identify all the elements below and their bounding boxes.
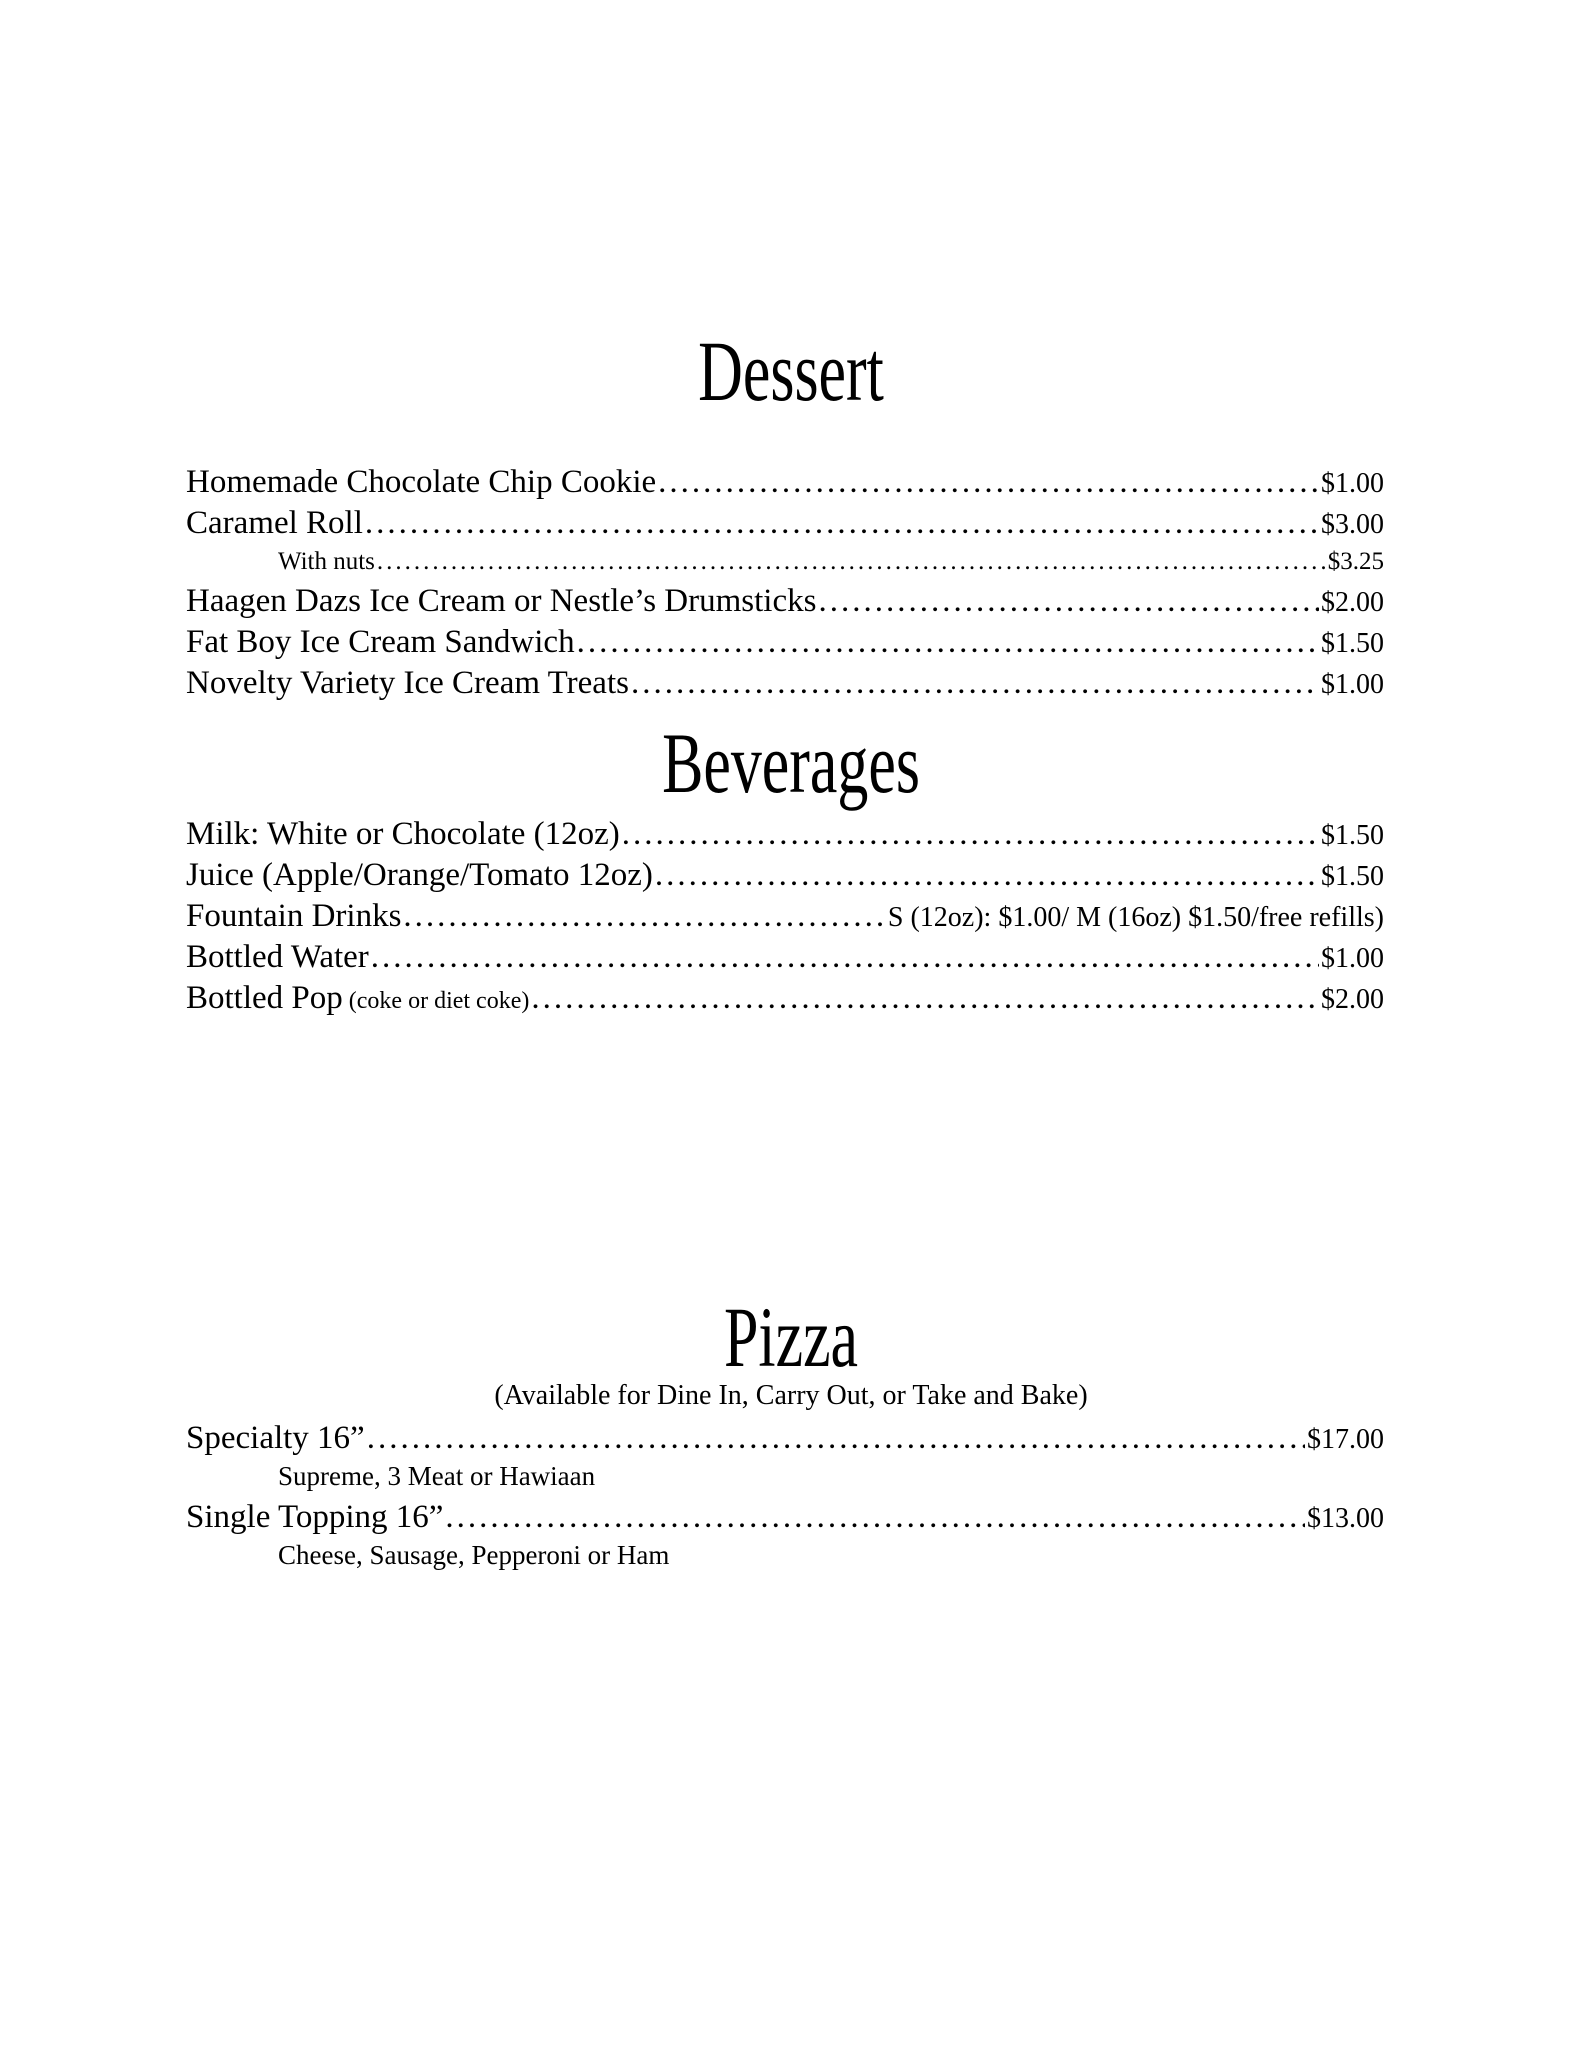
item-note: [343, 981, 530, 1021]
item-name: Homemade Chocolate Chip Cookie: [186, 464, 657, 500]
menu-item-haagen-dazs: [186, 581, 1384, 621]
item-price: $1.50: [1321, 820, 1384, 851]
item-price: $1.00: [1321, 669, 1384, 700]
item-price: $1.50: [1321, 861, 1384, 892]
dessert-heading: Dessert: [698, 323, 884, 419]
item-name: Novelty Variety Ice Cream Treats: [186, 665, 629, 701]
dot-leader: [367, 1418, 1305, 1458]
menu-item-bottled-pop: [186, 978, 1384, 1018]
menu-item-specialty-pizza: [186, 1418, 1384, 1458]
dot-leader: [531, 978, 1319, 1018]
item-price: $2.00: [1321, 984, 1384, 1015]
dot-leader: [658, 462, 1319, 502]
menu-item-milk: [186, 814, 1384, 854]
menu-item-with-nuts: [278, 547, 1384, 577]
dot-leader: [365, 503, 1319, 543]
item-price: $17.00: [1307, 1424, 1384, 1455]
item-name: Haagen Dazs Ice Cream or Nestle’s Drumsticks: [186, 583, 817, 619]
pizza-heading: Pizza: [723, 1289, 859, 1385]
menu-item-fat-boy: [186, 622, 1384, 662]
item-note-text: (coke or diet coke): [348, 988, 530, 1014]
menu-item-caramel-roll: [186, 503, 1384, 543]
item-price: $2.00: [1321, 587, 1384, 618]
item-name: Caramel Roll: [186, 505, 363, 541]
item-name: With nuts: [278, 548, 375, 575]
dot-leader: [403, 896, 885, 936]
dot-leader: [577, 622, 1319, 662]
beverages-heading: Beverages: [662, 715, 920, 811]
menu-item-cookie: [186, 462, 1384, 502]
dot-leader: [655, 855, 1319, 895]
item-name: Fat Boy Ice Cream Sandwich: [186, 624, 575, 660]
dot-leader: [818, 581, 1319, 621]
dot-leader: [631, 663, 1319, 703]
item-price: $1.00: [1321, 468, 1384, 499]
item-price: $1.00: [1321, 943, 1384, 974]
menu-item-juice: [186, 855, 1384, 895]
item-price: $3.25: [1327, 548, 1384, 575]
dot-leader: [445, 1497, 1305, 1537]
pizza-subtitle: (Available for Dine In, Carry Out, or Take and Bake): [494, 1380, 1088, 1411]
menu-item-bottled-water: [186, 937, 1384, 977]
item-name: Bottled Water: [186, 939, 369, 975]
item-name: Milk: White or Chocolate (12oz): [186, 816, 620, 852]
item-price: $13.00: [1307, 1503, 1384, 1534]
menu-item-novelty: [186, 663, 1384, 703]
item-detail: Cheese, Sausage, Pepperoni or Ham: [278, 1540, 670, 1570]
dot-leader: [622, 814, 1319, 854]
item-detail: Supreme, 3 Meat or Hawiaan: [278, 1461, 596, 1491]
item-name: Juice (Apple/Orange/Tomato 12oz): [186, 857, 653, 893]
dot-leader: [377, 547, 1326, 577]
menu-item-fountain-drinks: [186, 896, 1384, 936]
item-name: Fountain Drinks: [186, 898, 402, 934]
item-price: $1.50: [1321, 628, 1384, 659]
item-name: Bottled Pop: [186, 980, 343, 1016]
item-name: Specialty 16”: [186, 1420, 365, 1456]
dot-leader: [371, 937, 1319, 977]
item-price: S (12oz): $1.00/ M (16oz) $1.50/free refills): [887, 902, 1384, 933]
item-name: Single Topping 16”: [186, 1499, 444, 1535]
menu-item-single-topping-pizza: [186, 1497, 1384, 1537]
item-price: $3.00: [1321, 509, 1384, 540]
